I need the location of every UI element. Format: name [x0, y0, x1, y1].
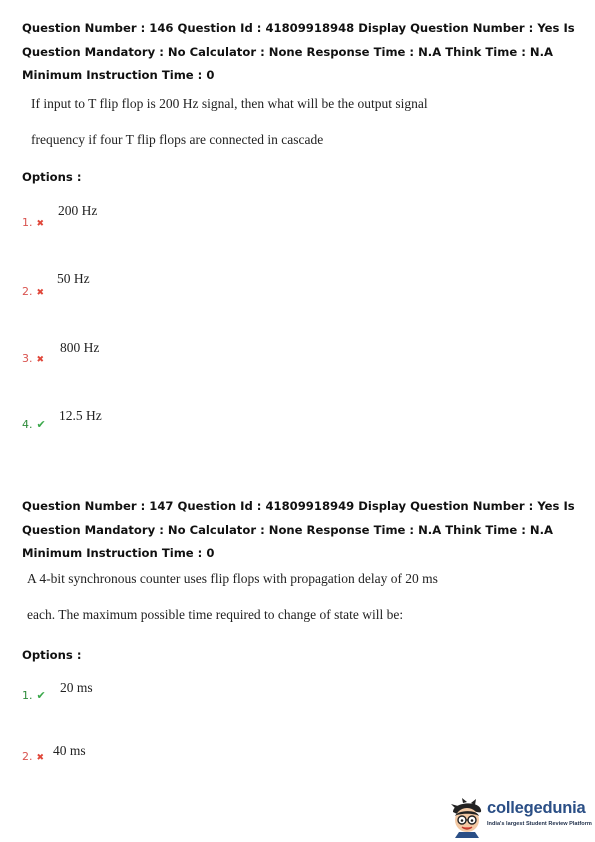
- cross-icon: ✖: [36, 219, 45, 229]
- question-146-options-label: Options :: [22, 170, 82, 184]
- question-146-option-3-value: 800 Hz: [60, 340, 100, 355]
- option-number: 4.: [22, 418, 33, 431]
- option-number: 2.: [22, 750, 33, 763]
- question-146-meta: Question Number : 146 Question Id : 41809918948 Display Question Number : Yes Is Question Mandatory : No Calculator : None Response Time : N.A Think Time : N.A Minimum Instruction Time : 0: [22, 21, 575, 82]
- question-147-text-line-2: each. The maximum possible time required to change of state will be:: [27, 607, 404, 622]
- question-146-option-4-value: 12.5 Hz: [59, 408, 102, 423]
- question-146-option-1-value: 200 Hz: [58, 203, 98, 218]
- question-146-option-1-marker: [22, 216, 44, 229]
- question-146-text-line-1: If input to T flip flop is 200 Hz signal, then what will be the output signal: [31, 96, 428, 111]
- question-146-text-line-2: frequency if four T flip flops are connected in cascade: [31, 132, 324, 147]
- question-147-text-line-1: A 4-bit synchronous counter uses flip flops with propagation delay of 20 ms: [27, 571, 438, 586]
- question-147-option-2-value: 40 ms: [53, 743, 86, 758]
- check-icon: ✔: [36, 689, 46, 702]
- logo-tagline: India's largest Student Review Platform: [487, 821, 592, 827]
- option-number: 2.: [22, 285, 33, 298]
- question-146-option-2-value: 50 Hz: [57, 271, 90, 286]
- option-number: 1.: [22, 689, 33, 702]
- option-number: 1.: [22, 216, 33, 229]
- question-147-options-label: Options :: [22, 648, 82, 662]
- question-147-option-2-marker: [22, 750, 44, 763]
- cross-icon: ✖: [36, 753, 45, 763]
- collegedunia-logo: [449, 796, 592, 838]
- question-146-option-4-marker: [22, 418, 46, 431]
- cross-icon: ✖: [36, 355, 45, 365]
- cross-icon: ✖: [36, 288, 45, 298]
- question-146-option-2-marker: [22, 285, 44, 298]
- question-147-option-1-value: 20 ms: [60, 680, 93, 695]
- mascot-icon: [449, 798, 485, 838]
- logo-brand-name: collegedunia: [487, 799, 586, 817]
- option-number: 3.: [22, 352, 33, 365]
- question-147-option-1-marker: [22, 689, 46, 702]
- check-icon: ✔: [36, 418, 46, 431]
- question-146-option-3-marker: [22, 352, 44, 365]
- question-147-meta: Question Number : 147 Question Id : 41809918949 Display Question Number : Yes Is Question Mandatory : No Calculator : None Response Time : N.A Think Time : N.A Minimum Instruction Time : 0: [22, 499, 575, 560]
